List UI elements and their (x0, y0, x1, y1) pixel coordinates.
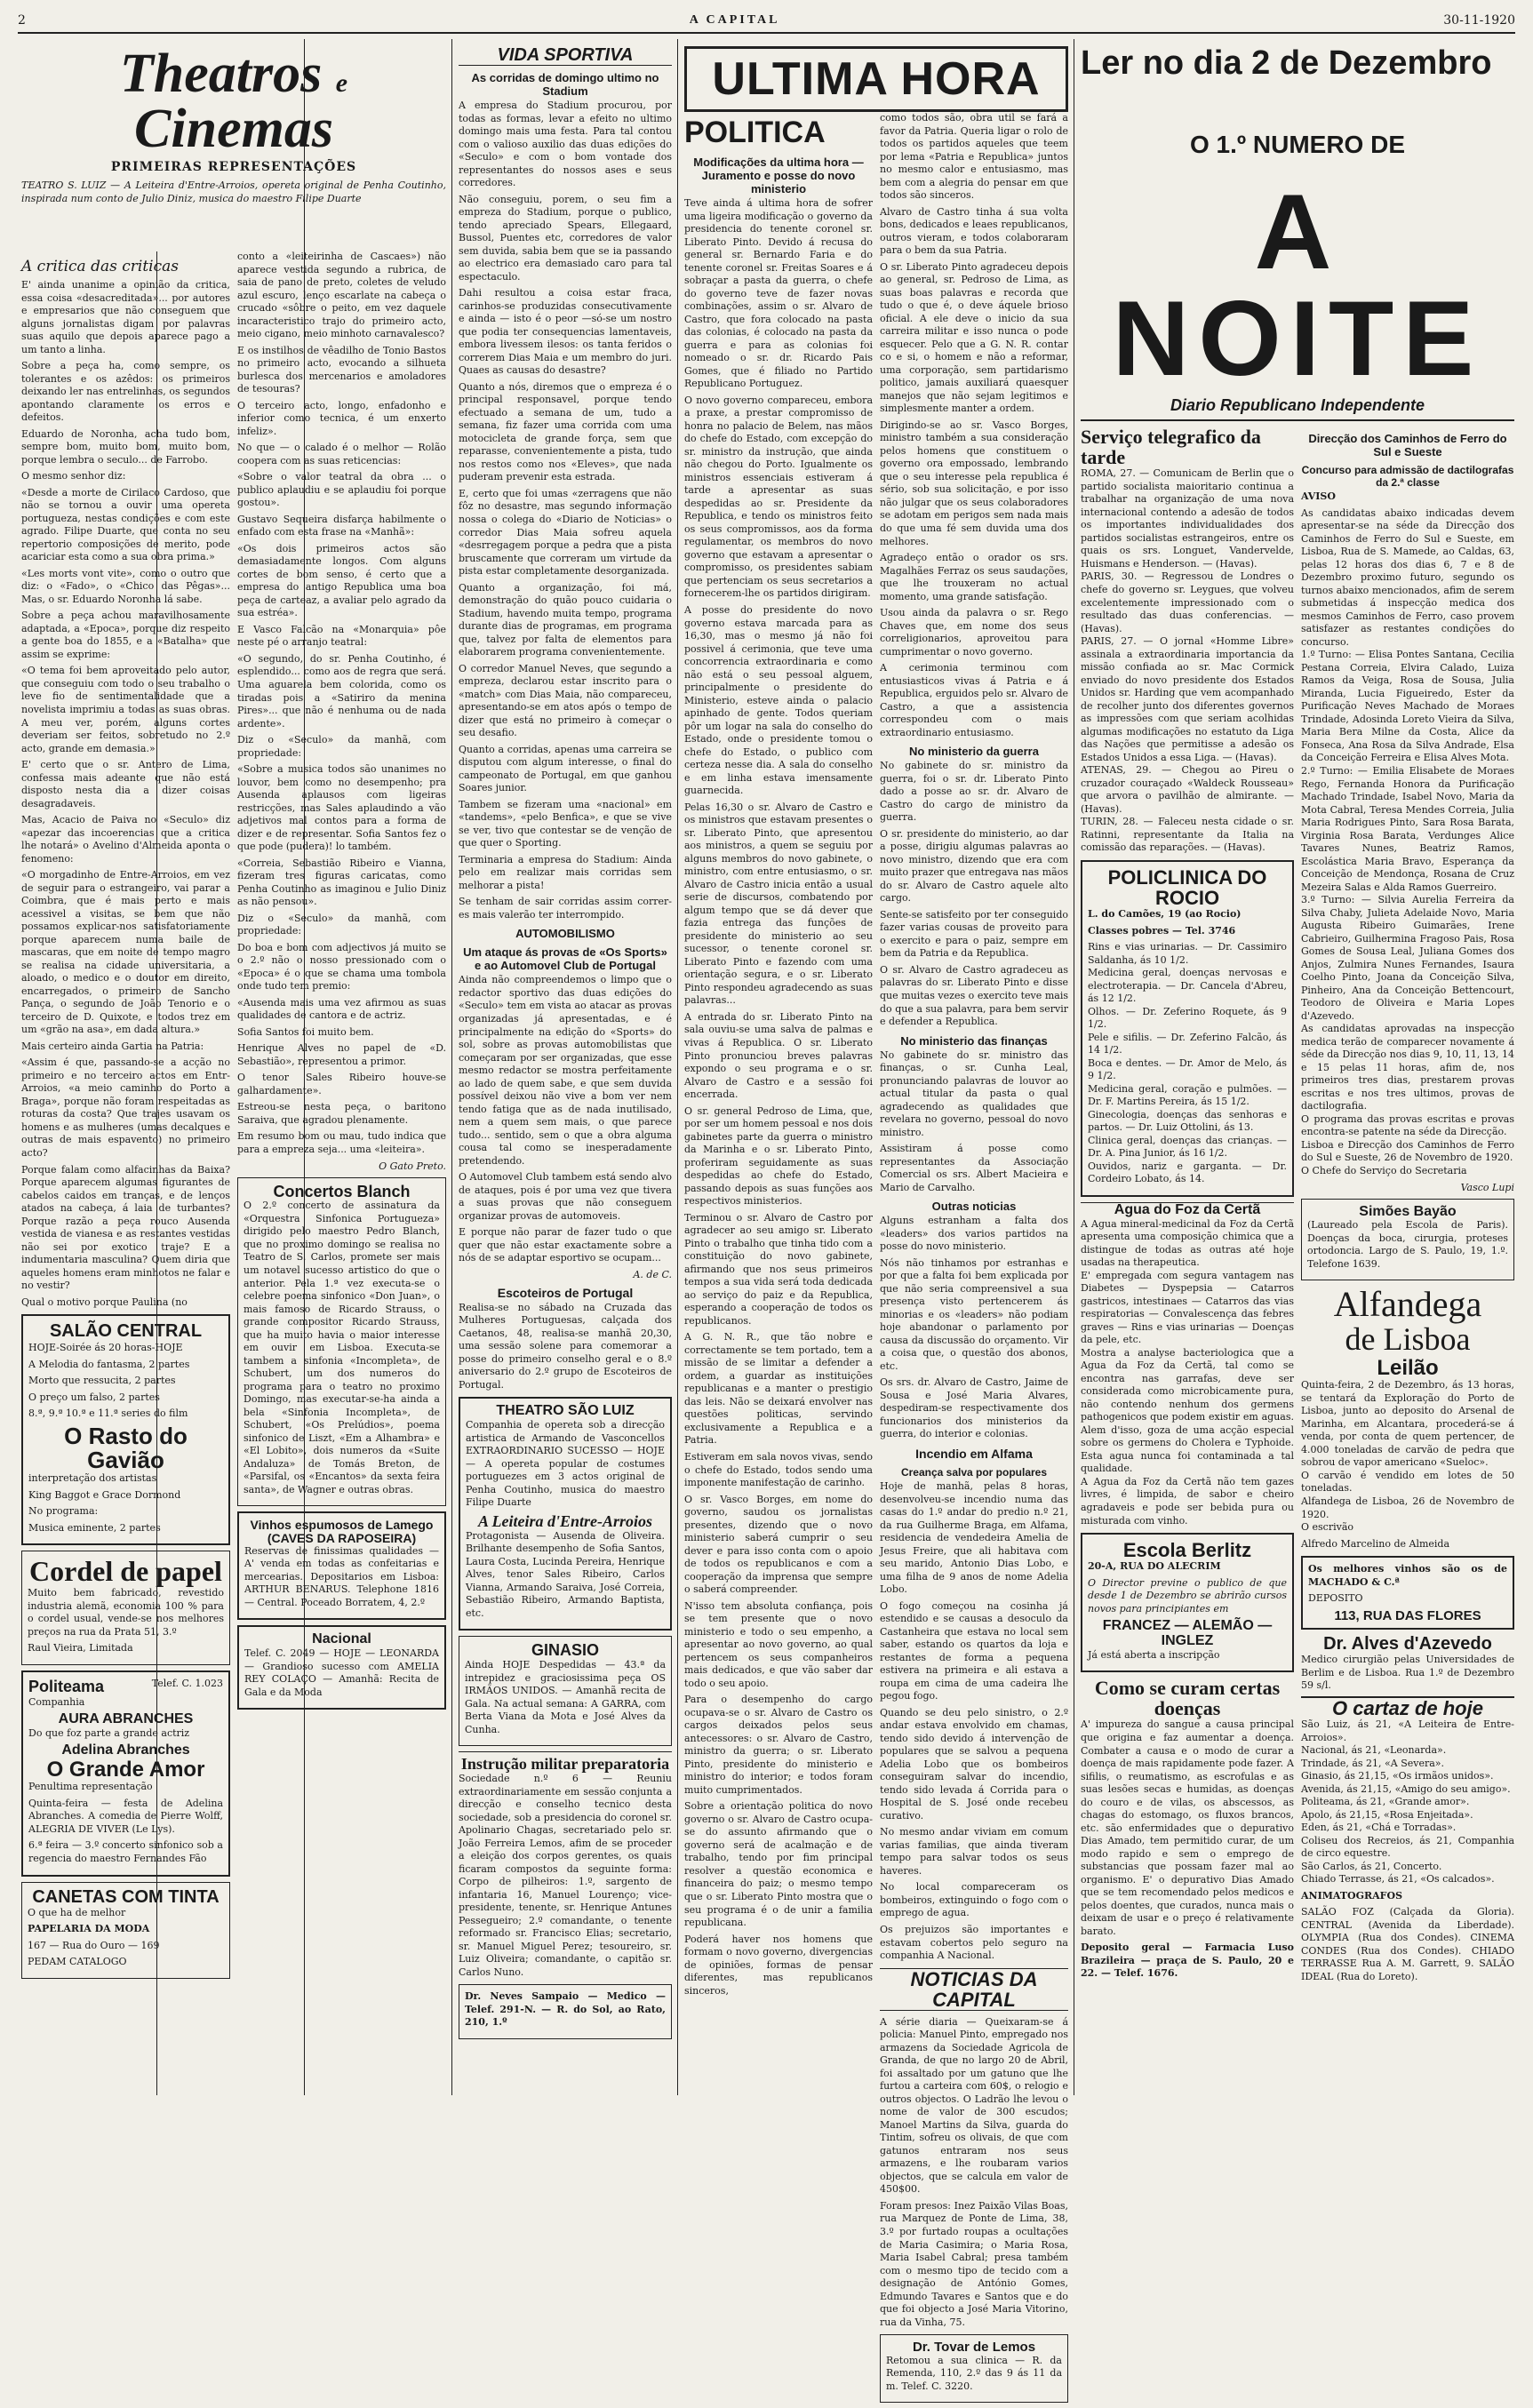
critica-right (237, 251, 446, 1743)
paragraph: Alguns estranham a falta dos «leaders» dos varios partidos na posse do novo ministerio. (880, 1215, 1068, 1253)
paragraph: Diz o «Seculo» da manhã, com propriedade: (237, 912, 446, 937)
paragraph: Quinta-feira, 2 de Dezembro, ás 13 horas, se tentará da Exploração do Porto de Lisboa, junto ao deposito do Arsenal de Marinha, em Alcantara, procederá-se á venda, por conta de quem pertencer, de 4.000 toneladas de carvão de pedra que sobrou de vapor americano «Sueloc». O carvão é vendido em lotes de 50 toneladas. Alfandega de Lisboa, 26 de Novembro de 1920. O escrivão (1301, 1379, 1514, 1534)
paragraph: Gustavo Sequeira disfarça habilmente o enfado com esta frase na «Manhã»: (237, 513, 446, 538)
salao-central-ad (21, 1314, 230, 1545)
article-headline: AUTOMOBILISMO (515, 927, 615, 941)
article-headline: Outras noticias (931, 1200, 1017, 1214)
ad-sign: Raul Vieira, Limitada (28, 1642, 133, 1655)
ad-title: SALÃO CENTRAL (49, 1321, 203, 1342)
paragraph: O Automovel Club tambem está sendo alvo de ataques, pois é por uma vez que tivera a suas provas que não conseguem organizar provas de automoveis. (459, 1171, 672, 1222)
paragraph: O corredor Manuel Neves, que segundo a empreza, declarou estar inscrito para o «match» com Dias Maia, não compareceu, apresentando-se em atos após o tempo de dizer que está no primeiro à começar o seu desafio. (459, 662, 672, 739)
paragraph: como todos são, obra util se fará a favor da Patria. Queria ligar o rolo de todos os partidos aqueles que teem por lema «Patria e Republica» juntos no mesmo calor e entusiasmo, mas bem com a alegria do pensar em que todos são sinceros. (880, 112, 1068, 202)
paragraph: O sr. Vasco Borges, em nome do governo, saudou os jornalistas presentes, dizendo que o novo ministerio saberá cumprir o seu dever e para isso conta com o apoio de todos os republicanos e com a cooperação da imprensa que sempre o saberá compreender. (684, 1493, 873, 1596)
paragraph: Se tenham de sair corridas assim correr-es mais valerão ter interrompido. (459, 896, 672, 921)
paragraph: Os srs. dr. Alvaro de Castro, Jaime de Sousa e José Maria Alvares, despediram-se respectivamente dos funcionarios dos ministerios da guerra, do interior e colonias. (880, 1376, 1068, 1440)
ad-line: DEPOSITO (1308, 1592, 1363, 1605)
agua-heading: Agua do Foz da Certã (1081, 1202, 1294, 1218)
ultima-hora-banner: ULTIMA HORA (684, 46, 1068, 112)
paragraph: ROMA, 27. — Comunicam de Berlin que o partido socialista maioritario continua a trabalhar na organização de uma nova internacional contendo a adesão de todos os importantes individualidades dos partidos socialistas estrangeiros, entre os quais os srs. Longuet, Vandervelde, Huismans e Henderson. — (Havas). PARIS, 30. — Regressou de Londres o chefe do governo sr. Leygues, que volveu excelentemente impressionado com o resultado das duas conferencias. — (Havas). PARIS, 27. — O jornal «Homme Libre» assinala a extraordinaria importancia da missão confiada ao sr. Mac Cormick enviado do novo presidente dos Estados Unidos sr. Harding que vem acompanhado de recolher junto dos diferentes governos as impressões com que seriam acolhidas algumas modificações no estatuto da Liga das Nações que permitisse a adesão os Estados Unidos a essa Liga. — (Havas). ATENAS, 29. — Chegou ao Pireu o cruzador couraçado «Waldeck Rousseau» que arvora o pavilhão de almirante. — (Havas). TURIN, 28. — Faleceu nesta cidade o sr. Ratinni, representante da Italia na comissão das reparações. — (Havas). (1081, 467, 1294, 854)
ad-title: POLICLINICA DO ROCIO (1107, 865, 1267, 909)
paragraph: Para o desempenho do cargo ocupava-se o sr. Alvaro de Castro os cargos deixados pelos seus antecessores: o sr. Alvaro de Castro, ministro da guerra; o sr. Liberato Pinto, presidente do ministerio e ministro do interior; e todos foram muito cumprimentados. (684, 1694, 873, 1796)
ad-body: Protagonista — Ausenda de Oliveira. Brilhante desempenho de Sofia Santos, Laura Costa, Lucinda Pereira, Henrique Alves, tenor Sales Ribeiro, Carlos Vianna, Armando Saraiva, José Correia, Sebastião Ribeiro, Armando Baptista, etc. (466, 1529, 665, 1619)
paragraph: E, certo que foi umas «zerragens que não fôz no desastre, mas segundo informação nossa o colega do «Diario de Noticias» o corredor Dias Maia sofreu aquela «desrregagem porque a pedra que a pista bruscamente que correram um virtude da pista estar completamente desorganizada. (459, 487, 672, 578)
paragraph: A posse do presidente do novo governo estava marcada para as 16,30, mas o mesmo já não foi possivel á cerimonia, que teve uma concorrencia extraordinaria e como não está o seu pessoal alguem, principalmente o presidente do Ministerio, esteve ainda o palacio apinhado de gente. Todos queriam pôr um logar na sala do conselho do Estado, onde o presidente tomou o chefe do Estado, o publico com certeza nesse dia. A sala do conselho e em linha estava imensamente guarnecida. (684, 603, 873, 797)
policlinica-ad (1081, 860, 1294, 1197)
paragraph: No local compareceram os bombeiros, extinguindo o fogo com o emprego de agua. (880, 1881, 1068, 1919)
paragraph: No que — o calado é o melhor — Rolão coopera com as suas reticencias: (237, 442, 446, 466)
paragraph: No gabinete do sr. ministro da guerra, foi o sr. dr. Liberato Pinto dado a posse ao sr. dr. Alvaro de Castro do cargo de ministro da guerra. (880, 760, 1068, 824)
paragraph: Sofia Santos foi muito bem. (237, 1025, 374, 1038)
paragraph: As candidatas abaixo indicadas devem apresentar-se na séde da Direcção dos Caminhos de Ferro do Sul e Sueste, em Lisboa, Rua de S. Mamede, ao Caldas, 63, pelas 12 horas dos dias 6, 7 e 8 de Dezembro proximo futuro, segundo os turnos abaixo mencionados, afim de serem submetidas á inspecção medica dos mesmos Caminhos de Ferro, caso provem satisfazer as restantes condições do concurso. 1.º Turno: — Elisa Pontes Santana, Cecilia Pestana Correia, Elvira Calado, Luiza Ramos da Veiga, Rosa de Sousa, Julia Miranda, Lucia Figueiredo, Ester da Purificação Neves Machado de Moraes Trindade, Adosinda Loreto Vieira da Silva, Maria Bera Milne da Costa, Alice da Fonseca, Ana Rosa da Silva Andrade, Elsa da Conceição Ferreira e Elisa Alves Mota. 2.º Turno: — Emilia Elisabete de Moraes Rego, Fernanda Honora da Purificação Machado Trindade, Isabel Novo, Maria da Mota Cabral, Teresa Mendes Correia, Julia Maria Rodrigues Pinto, Sara Rosa Barata, Virginia Rosa Barata, Verdunges Alice Tavares Nunes, Beatriz Ramos, Escolástica Maria Bravo, Esperança da Conceição de Mendonça, Rosana de Cruz Mezeira Salas e Alda Ramos Guerreiro. 3.º Turno: — Silvia Aurelia Ferreira da Silva Chaby, Julieta Adelaide Novo, Maria Augusta Ribeiro Guimarães, Irene Cabrieiro, Guilhermina Fragoso Pais, Rosa Gomes de Sousa Leal, Juliana Gomes dos Anjos, Zulmira Nunes Fernandes, Isaura Coelho Pinto, Joana da Conceição Silva, Pinheiro, Ana da Conceição Bettencourt, Teodoro de Oliveira e Maria Lopes d'Azevedo. As candidatas aprovadas na inspecção medica terão de comparecer novamente á séde da Direcção nos dias 9, 10, 11, 13, 14 e 15 pelas 11 horas, afim de, nos primeiros tres dias, prestarem provas escritas e nos tres ultimos, provas de dactilografia. O programa das provas escritas e provas encontra-se patente na séde da Direcção. Lisboa e Direcção dos Caminhos de Ferro do Sul e Sueste, 26 de Novembro de 1920. O Chefe do Serviço do Secretaria (1301, 506, 1514, 1176)
ad-title: Politeama (28, 1677, 105, 1695)
cordel-ad (21, 1551, 230, 1664)
right-right (1301, 427, 1514, 1987)
ginasio-ad (459, 1636, 672, 1746)
paragraph: No gabinete do sr. ministro das finanças, o sr. Cunha Leal, pronunciando palavras de louvor ao actual titular da pasta o qual agradecendo as qualidades que revelara no governo, pessoal do novo ministro. (880, 1049, 1068, 1138)
ad-line: 8.ª, 9.ª 10.ª e 11.ª series do film (28, 1407, 188, 1420)
tovar-lemos-ad (880, 2334, 1068, 2403)
ad-line: Classes pobres — Tel. 3746 (1088, 924, 1236, 937)
paragraph: Não conseguiu, porem, o seu fim a empreza do Stadium, porque o publico, tendo apreciado Spears, Ellegaard, Bussol, Puentes etc, corredores de valor sem duvida, sabia bem que se ia passando ao electrico era demasiado caro para tal espectaculo. (459, 193, 672, 283)
paragraph: Mas, Acacio de Paiva no «Seculo» diz «apezar das incoerencias que a critica lhe notará» o Avelino d'Almeida aponta o fenomeno: (21, 814, 230, 865)
article-headline: Direcção dos Caminhos de Ferro do Sul e Sueste (1308, 432, 1507, 459)
ad-languages: FRANCEZ — ALEMÃO — INGLEZ (1102, 1618, 1273, 1648)
paragraph: Usou ainda da palavra o sr. Rego Chaves que, em nome dos seus correligionarios, aproveitou para cumprimentar o novo governo. (880, 607, 1068, 658)
paragraph: Alvaro de Castro tinha á sua volta bons, dedicados e leaes republicanos, outros vieram, e todos colaboraram para o bem da sua Patria. (880, 205, 1068, 257)
animatografos-heading: ANIMATOGRAFOS (1301, 1889, 1403, 1902)
paragraph: «Sobre o valor teatral da obra ... o publico aplaudiu e se aplaudiu foi porque gostou». (237, 471, 446, 509)
paragraph: conto a «leiteirinha de Cascaes») não aparece vestida segundo a rubrica, de saia de pano de preto, coletes de veludo azul escuro, lenço escarlate na cabeça o crucado «sôbre o peito, em vez daquele incaracteristico trajo do primeiro acto, meio cigano, meio minhoto carnavalesco? (237, 251, 446, 340)
paper-name: A CAPITAL (689, 13, 780, 27)
paragraph: E' ainda unanime a opinião da critica, essa coisa «desacreditada»... por autores e empresarios que não conseguem que alguns jornalistas digam por palavras suas aquilo que depois aparece pago a um tanto a linha. (21, 279, 230, 355)
theatros-section (16, 46, 451, 2095)
a-noite-subtitle: Diario Republicano Independente (1081, 397, 1514, 421)
paragraph: Nós não tinhamos por estranhas e por que a falta foi bem explicada por que não seria compreensivel a sua presença visto pertencerem ás minorias e os «leaders» não podiam hoje abandonar o parlamento por causa da discussão do orçamento. Vir a coisa que, o questão dos abonos, etc. (880, 1256, 1068, 1372)
article-headline: Modificações da ultima hora — Juramento e posse do novo ministerio (693, 155, 864, 195)
ad-body: Retomou a sua clinica — R. da Remenda, 110, 2.º das 9 ás 11 da m. Telef. C. 3220. (886, 2354, 1062, 2392)
paragraph: O sr. presidente do ministerio, ao dar a posse, dirigiu algumas palavras ao novo ministro, dizendo que era com muito prazer que entregava nas mãos do sr. Alvaro de Castro aquele alto cargo. (880, 827, 1068, 905)
ad-line: Os melhores vinhos são os de MACHADO & C.ª (1308, 1563, 1507, 1588)
ad-line: Morto que ressucita, 2 partes (28, 1375, 176, 1387)
article-headline: No ministerio das finanças (900, 1033, 1048, 1048)
paragraph: Do boa e bom com adjectivos já muito se o 2.º não o nosso pressionado com o «Epoca» é o que se chama uma tombola onde tudo tem premio: (237, 941, 446, 993)
paragraph: Porque falam como alfacinhas da Baixa? Porque aparecem algumas figurantes de cabelos caidos em tranças, e de lenços atados na cabeça, á laia de turbantes? Porque razão a peça rouco Ausenda vestida de vianesa e as restantes vestidas não sei por exotico traje? E a indumentaria masculina? Quem diria que aqueles homens eram minhotos ne falar e no vestir? (21, 1163, 230, 1292)
ad-body: (Laureado pela Escola de Paris). Doenças da boca, cirurgia, proteses ortodoncia. Largo de S. Paulo, 19, 1.º. Telefone 1639. (1307, 1219, 1508, 1270)
paragraph: A' impureza do sangue a causa principal que origina e faz aumentar a doença. Combater a causa e o modo de curar a doença de mais rapidamente pode fazer. A sifilis, o reumatismo, as escrofulas e as suas lesões secas e humidas, as doenças do couro e de vilas, os abscessos, as chagas do estomago, os fluxos brancos, etc. são enfermidades que o depurativo Dias Amado, tem permitido curar, de um modo rapido e sem o emprego de substancias que possam fazer mal ao organismo. E' o depurativo Dias Amado que se tem recomendado pelos medicos e pelos doentes, que curados, nunca mais o deixam de usar e o preço é relativamente barato. (1081, 1718, 1294, 1937)
paragraph: Ainda não compreendemos o limpo que o redactor sportivo das duas edições do «Seculo» tem em vista ao atacar as provas organizadas já apresentadas, e é principalmente na edição do «Sports» do sol, sobre as provas automobilistas que começaram por ser organizadas, que esse mesmo redactor se mostra perfeitamente ao lado de quem sabe, e que sem duvida possível deixou não vive a bom ver nem tendo fatiga que as de nada inutilisado, nem a quem sem mais, o que parece tudo... sentido, sem o que a obra alguma cousa tal como se inesperadamente pretendendo. (459, 974, 672, 1167)
paragraph: Terminou o sr. Alvaro de Castro por agradecer ao seu amigo sr. Liberato Pinto o trabalho que tinha tido com a constituição do novo gabinete, afirmando que nos seus primeiros tempos a sua vida será toda dedicada ao serviço do paiz e da Republica, esperando a cooperação de todos os republicanos. (684, 1211, 873, 1327)
paragraph: E os instilhos de vêadilho de Tonio Bastos no primeiro acto, evocando a silhueta burlesca dos mercenarios e amoladores de tesouras? (237, 344, 446, 395)
right-columns (1081, 427, 1514, 1987)
ad-title: CANETAS COM TINTA (32, 1886, 220, 1907)
signature: Vasco Lupi (1460, 1181, 1514, 1193)
issue-date: 30-11-1920 (1443, 13, 1515, 28)
paragraph: O tenor Sales Ribeiro houve-se galhardamente». (237, 1072, 446, 1096)
article-headline: As corridas de domingo ultimo no Stadium (471, 71, 659, 98)
paragraph: A Agua mineral-medicinal da Foz da Certã apresenta uma composição chimica que a distingue de todas as outras até hoje usadas na therapeutica. E' empregada com segura vantagem nas Diabetes — Dyspepsia — Catarros gastricos, intestinaes — Catarros das vias respiratorias — Convalescença das febres graves — Rins e vias urinarias — Doenças da pele, etc. Mostra a analyse bacteriologica que a Agua da Foz da Certã, tal como se encontra nas garrafas, deve ser considerada como microbicamente pura, não contendo nenhum dos germens pathogenicos que podem existir em aguas. Alem d'isso, goza de uma acção especial sobre os germens do Cholera e Typhoide. Esta agua nunca foi contaminada a tal qualidade. A Agua da Foz da Certã não tem gazes livres, é limpida, de sabor e cheiro agradaveis e pode ser bebida pura ou misturada com vinho. (1081, 1217, 1294, 1527)
paragraph: E porque não parar de fazer tudo o que quer que não estar exactamente sobre a nós de se adaptar esportivo se ocupam... (459, 1226, 672, 1264)
subheading: A critica das criticas (21, 258, 179, 275)
ad-play: A Leiteira d'Entre-Arroios (477, 1511, 653, 1530)
paragraph: No mesmo andar viviam em comum varias familias, que ainda tiveram tempo para salvar todos os seus haveres. (880, 1826, 1068, 1877)
a-noite-title: A NOITE (1112, 172, 1483, 399)
paragraph: Sobre a peça achou maravilhosamente adaptada, a «Epoca», porque diz respeito a gente boa do 1855, e a «Batalha» que assim se exprime: (21, 610, 230, 660)
article-subheadline: Concurso para admissão de dactilografas da 2.ª classe (1301, 464, 1514, 490)
signature: A. de C. (633, 1268, 672, 1280)
vida-sportiva-column (453, 46, 677, 2095)
cartaz-heading: O cartaz de hoje (1301, 1696, 1514, 1718)
paragraph: O fogo começou na cosinha já estendido e se causas a desoculo da Castanheira que estava no local sem saber, estando os quartos da loja e restantes de forma a pequena estivera na primeira e ali estava a roupa em cima de uma cadeira lhe pegou fogo. (880, 1599, 1068, 1702)
paragraph: Agradeço então o orador os srs. Magalhães Ferraz os seus saudações, que lhe trouxeram no actual momento, uma grande satisfação. (880, 552, 1068, 602)
vida-sportiva-title: VIDA SPORTIVA (459, 46, 672, 66)
page-number: 2 (18, 13, 26, 28)
paragraph: N'isso tem absoluta confiança, pois se tem presente que o novo ministerio e todo o seu empenho, a apresentar ao novo governo, ao qual pertencem os seus companheiros mais dedicados, e que vão saber dar todo o seu apoio. (684, 1599, 873, 1689)
ad-line: 167 — Rua do Ouro — 169 (28, 1939, 160, 1951)
paragraph: E Vasco Falcão na «Monarquia» pôe neste pé o arranjo teatral: (237, 623, 446, 649)
paragraph: Quando se deu pelo sinistro, o 2.º andar estava envolvido em chamas, tendo sido devido á intervenção de populares que se salvou a pequena Adelia Lobo que os bombeiros conseguiram salvar do incendio, tendo sido levada á Corrida para o Hospital de S. José onde recebeu curativo. (880, 1706, 1068, 1822)
ad-line: O preço um falso, 2 partes (28, 1391, 160, 1403)
theatro-sao-luiz-ad (459, 1397, 672, 1631)
servico-heading: Serviço telegrafico da tarde (1081, 426, 1261, 469)
ad-line: HOJE-Soirée ás 20 horas-HOJE (28, 1342, 183, 1354)
paragraph: Hoje de manhã, pelas 8 horas, desenvolveu-se incendio numa das casas do 1.º andar do predio n.º 21, da rua Guilherme Braga, em Alfama, residencia de vendedeira Amelia de Jesus Freire, que ali habitava com seu marido, Antonio Dias Lobo, e uma filha de 9 anos de nome Adelia Lobo. (880, 1479, 1068, 1596)
paragraph: São Luiz, ás 21, «A Leiteira de Entre-Arroios». Nacional, ás 21, «Leonarda». Trindade, ás 21, «A Severa». Ginasio, ás 21,15, «Os irmãos unidos». Avenida, ás 21,15, «Amigo do seu amigo». Politeama, ás 21, «Grande amor». Apolo, ás 21,15, «Rosa Enjeitada». Eden, ás 21, «Chá e Torradas». Coliseu dos Recreios, ás 21, Companhia de circo equestre. São Carlos, ás 21, Concerto. Chiado Terrasse, ás 21, «Os calcados». (1301, 1718, 1514, 1886)
critica-left (21, 251, 230, 1968)
ultima-left (684, 112, 873, 2408)
politica-heading: POLITICA (684, 116, 826, 149)
ad-title: Cordel de papel (29, 1555, 222, 1588)
paragraph: Dahi resultou a coisa estar fraca, carinhos-se produzidas consecutivamente e ainda — isto é o peor —só-se um nostro que podia ter consequencias lamentaveis, embora livessem ilesos: os tanta feridos o correrem Dias Maia e um membro do juri. Quaes as causas do desastre? (459, 287, 672, 377)
masthead (18, 9, 1515, 34)
paragraph: O sr. general Pedroso de Lima, que, por ser um homem pessoal e nos dois gabinetes parte da guerra o ministro da Marinha e o sr. Liberato Pinto, proferiram seguidamente as suas despedidas ao chefe do Estado, passando depois as suas funções aos respectivos ministerios. (684, 1104, 873, 1208)
paragraph: A empresa do Stadium procurou, por todas as formas, levar a efeito no ultimo domingo mais uma festa. Para tal contou com o valioso auxilio das duas edições do «Seculo» e com o bom vontade dos representantes do nossos ases e seus corredores. (459, 100, 672, 189)
right-left (1081, 427, 1294, 1987)
ultima-right (880, 112, 1068, 2408)
ad-body: O 2.º concerto de assinatura da «Orquestra Sinfonica Portugueza» dirigido pelo maestro Pedro Blanch, que no proximo domingo se realisa no Teatro de S. Carlos, promete ser mais um notavel sucesso artistico do que o anterior. Pela 1.ª vez executa-se o celebre poema sinfonico «Don Juan», o mais famoso de Ricardo Strauss, o grande compositor Ricardo Strauss, que ha muito havia o maior interesse em ouvir em Lisboa. Executa-se tambem a sinfonia «Incompleta», de Schubert, um dos numeros do programa para o teatro no proximo Domingo, mas executar-se-ha ainda a bela «Sinfonia Incompleta», de Schubert, «Os Prelúdios», poema sinfonico de Liszt, «Em a Alhambra» e «El Lobito», dois numeros da «Suite Andaluza» de Tomás Breton, de «Parsifal, os «Encantos» da sexta feira santa», de Wagner e outras obras. (244, 1200, 440, 1495)
ad-line: Companhia (28, 1695, 85, 1708)
paragraph: «Desde a morte de Cirilaco Cardoso, que não se tornou a ouvir uma opereta portugueza, nestas condições e com este agrado. Filipe Duarte, que conta no seu repertorio composições de merito, pode acariciar esta como a sua obra prima.» (21, 486, 230, 563)
ad-title: THEATRO SÃO LUIZ (496, 1403, 635, 1419)
leilao-heading: Leilão (1377, 1356, 1439, 1381)
ad-line: PEDAM CATALOGO (28, 1956, 127, 1968)
article-headline: Instrução militar preparatoria (459, 1751, 672, 1773)
numero-banner: O 1.º NUMERO DE (1189, 130, 1406, 158)
theatros-title (21, 44, 446, 204)
paragraph: Deposito geral — Farmacia Luso Brazileira — praça de S. Paulo, 20 e 22. — Telef. 1676. (1081, 1942, 1294, 1980)
ad-line: Quinta-feira — festa de Adelina Abranches. A comedia de Pierre Wolff, ALEGRIA DE VIVER (Le Lys). (28, 1797, 223, 1835)
paragraph: Qual o motivo porque Paulina (no (21, 1296, 188, 1308)
politeama-ad (21, 1670, 230, 1877)
ad-title: Concertos Blanch (273, 1182, 411, 1200)
nacional-ad (237, 1625, 446, 1710)
ad-body: Companhia de opereta sob a direcção artistica de Armando de Vasconcellos EXTRAORDINARIO SUCESSO — HOJE — A opereta popular de costumes portuguezes em 3 actos original de Penha Coutinho, musica do maestro Filipe Duarte (466, 1419, 665, 1509)
paragraph: A cerimonia terminou com entusiasticos vivas á Patria e á Republica, erguidos pelo sr. Alvaro de Castro, a que a assistencia correspondeu com o mais extraordinario entusiasmo. (880, 662, 1068, 738)
paragraph: Em resumo bom ou mau, tudo indica que para a empreza seja... uma «leiteira». (237, 1130, 446, 1155)
section-kicker: PRIMEIRAS REPRESENTAÇÕES (110, 160, 357, 174)
paragraph: «O tema foi bem aproveitado pelo autor, que conseguiu com todo o seu trabalho o leve fio de sentimentalidade que a novelista imprimiu a todas as suas obras. A meu ver, porém, alguns cortes deveriam ser feitos, sobretudo no 2.º acto, grande em demasia.» (21, 665, 230, 754)
machado-ad (1301, 1556, 1514, 1630)
paragraph: O sr. Liberato Pinto agradeceu depois ao general, sr. Pedroso de Lima, as suas boas palavras e recorda que tudo o que é, o deve áquele brioso oficial. A ele deve o inicio da sua carreira militar e isso nunca o pode esquecer. Pelo que a G. N. R. contar co e si, o homem e não a reformar, uma corporação, sem partidarismo politico, jamais auxiliará quaesquer manejos que não sejam legitimos e simplesmente manter a ordem. (880, 260, 1068, 415)
ultima-hora-section (679, 46, 1074, 2392)
column-rule (677, 39, 678, 2095)
ad-line: Musica eminente, 2 partes (28, 1521, 161, 1534)
ad-line: Já está aberta a inscripção (1088, 1648, 1220, 1661)
berlitz-ad (1081, 1533, 1294, 1672)
ad-line: PAPELARIA DA MODA (28, 1923, 150, 1935)
article-subheadline: Creança salva por populares (900, 1465, 1048, 1479)
column-rule (451, 39, 452, 2095)
paragraph: «Correia, Sebastião Ribeiro e Vianna, fizeram tres figuras caricatas, como Penha Coutinho as imaginou e Julio Diniz as não pensou». (237, 857, 446, 908)
paragraph: Tambem se fizeram uma «nacional» em «tandems», «pelo Benfica», e que se vive se ver, tivo que contestar se de venção de que quer o Sporting. (459, 798, 672, 849)
title-theatros: Theatros (119, 44, 323, 104)
ad-title: Simões Bayão (1359, 1203, 1457, 1219)
paragraph: Dirigindo-se ao sr. Vasco Borges, ministro também a sua consideração pelos homens que constituem o governo ora empossado, lembrando que o seu interesse pela republica é sério, sob sua solicitação, e por isso não julgar que os seus colaboradores se adotam em perigos sem nada mais do que uma fé sem duvida uma dos melhores. (880, 419, 1068, 547)
paragraph: O sr. Alvaro de Castro agradeceu as palavras do sr. Liberato Pinto e disse que muitas vezes o exercito teve mais do que a sua palavra, para bem servir e defender a Republica. (880, 963, 1068, 1028)
ler-banner: Ler no dia 2 de Dezembro (1081, 44, 1492, 82)
ad-title: Nacional (312, 1631, 371, 1647)
paragraph: Sobre a peça ha, como sempre, os tolerantes e os azêdos: os primeiros deixando ler nas entrelinhas, os segundos apontando claramente os erros e defeitos. (21, 360, 230, 424)
article-headline: Um ataque ás provas de «Os Sports» e ao Automovel Club de Portugal (463, 945, 667, 973)
signature: O Gato Preto. (379, 1160, 446, 1172)
paragraph: Quanto a corridas, apenas uma carreira se disputou com algum interesse, o final do campeonato de Portugal, em que ganhou Soares junior. (459, 743, 672, 794)
paragraph: Pelas 16,30 o sr. Alvaro de Castro e os ministros que estavam presentes o sr. Liberato Pinto, que apresentou aos ministros, a quem se seguiu por alguns membros do novo gabinete, o ministro, com entre entusiasmo, o sr. Alvaro de Castro inicia então a usual serie de discursos, combatendo por algum tempo que se dá dever que fazia entrega das funções de presidente do ministerio ao seu sucessor, o tenente coronel sr. Liberato Pinto e fazendo com uma orientação segura, e o sr. Liberato Pinto respondeu agradecendo as suas palavras... (684, 801, 873, 1007)
ad-line: interpretação dos artistas (28, 1472, 157, 1485)
paragraph: Foram presos: Inez Paixão Vilas Boas, rua Marquez de Ponte de Lima, 38, 3.º por furtado roupas a ocultações de Maria Casimira; o Maria Rosa, Maria Isabel Cabral; presa também com o mesmo tipo de tecido com a designação de António Gomes, Edmundo Tavares e Santos que e do que foi objecto a José Maria Vitorino, rua da Vinha, 75. (880, 2199, 1068, 2328)
paragraph: E' certo que o sr. Antero de Lima, confessa mais adeante que não está disposto nesta dia a dizer coisas desagradaveis. (21, 759, 230, 809)
paragraph: A série diaria — Queixaram-se á policia: Manuel Pinto, empregado nos armazens da Sociedade Agricola de Granda, de que no largo 20 de Abril, foi assaltado por um gatuno que lhe furtou a carteira com 60$, o relogio e outros objectos. O Ladrão lhe levou o nome de valor de 300 escudos; Manoel Martins da Silva, guarda do Tintim, sofreu os olivais, de que com gatunos entraram nos seus armazens, e lhe roubaram varios objectos, que se calcula em valor de 450$00. (880, 2015, 1068, 2196)
curam-heading: Como se curam certas doenças (1094, 1677, 1281, 1720)
paragraph: «O morgadinho de Entre-Arroios, em vez de seguir para o estrangeiro, vai parar a Coimbra, que é mais perto e mais acessivel a visitas, se bem que não possamos explicar-nos satisfatoriamente porque aparecem numa baile de mascaras, que em noite de tempo magro se realisa na cidade universitaria, a aloado, o medico e o doutor em direito, encarregados, o primeiro de Sancho Pança, o segundo de João Tenorio e o terceiro de D. Quixote, e todos trez em um «grão na asa», em dada altura.» (21, 869, 230, 1036)
ad-title: Dr. Tovar de Lemos (912, 2340, 1036, 2356)
paragraph: «Les morts vont vite», como o outro que diz: o «Fado», o «Chico das Pêgas»... Mas, o sr. Eduardo Noronha lá sabe. (21, 567, 230, 605)
ad-line: 113, RUA DAS FLORES (1334, 1607, 1481, 1623)
title-e: e (335, 68, 348, 98)
paragraph: O novo governo compareceu, embora a praxe, a prestar compromisso de honra no palacio de Belem, nas mãos do chefe do Estado, com excepção do sr. ministro da instrução, que ainda não chegou do Porto. Igualmente os ministros essenciais estiveram á tarde a apresentar as suas despedidas ao sr. Presidente da Republica, e tendo os ministros feito os seus compromissos, aos da forma regulamentar, os membros do novo governo que estavam a apresentar o compromisso, os presidentes sabiam que pertenciam os seus secretarios a fornecerem-lhe os partidos dirigiram. (684, 394, 873, 600)
paragraph: Os prejuizos são importantes e estavam cobertos pelo seguro na companhia A Nacional. (880, 1924, 1068, 1962)
ad-line: O que ha de melhor (28, 1906, 126, 1918)
ad-body: Reservas de finissimas qualidades — A' venda em todas as confeitarias e mercearias. Depositarios em Lisboa: ARTHUR BENARUS. Telephone 1816 — Central. Poceado Borratem, 4, 2.º (244, 1544, 439, 1608)
ad-line: L. do Camões, 19 (ao Rocio) (1088, 908, 1242, 921)
paragraph: Henrique Alves no papel de «D. Sebastião», representou a primor. (237, 1042, 446, 1067)
vinhos-ad (237, 1511, 446, 1620)
paragraph: A G. N. R., que tão nobre e correctamente se tem portado, tem a missão de se limitar a defender a ordem, a guardar as instituições republicanas e a manter o prestigio das leis. Não se deixará envolver nas questões politicas, servindo exclusivamente a Republica e a Patria. (684, 1331, 873, 1447)
ad-body: Rins e vias urinarias. — Dr. Cassimiro Saldanha, ás 10 1/2. Medicina geral, doenças nervosas e electroterapia. — Dr. Cancela d'Abreu, ás 12 1/2. Olhos. — Dr. Zeferino Roquete, ás 9 1/2. Pele e sifilis. — Dr. Zeferino Falcão, ás 14 1/2. Boca e dentes. — Dr. Amor de Melo, ás 9 1/2. Medicina geral, coração e pulmões. — Dr. F. Martins Pereira, ás 15 1/2. Ginecologia, doenças das senhoras e partos. — Dr. Luiz Ottolini, ás 13. Clinica geral, doenças das crianças. — Dr. A. Pina Junior, ás 16 1/2. Ouvidos, nariz e garganta. — Dr. Cordeiro Lobato, ás 14. (1088, 941, 1287, 1185)
paragraph: O mesmo senhor diz: (21, 470, 126, 482)
alfandega-heading: Alfandega (1333, 1284, 1482, 1325)
paragraph: «Sobre a musica todos são unanimes no louvor, bem como no desempenho; pra Ausenda aplausos com ligeiras restricções, mas Sales aplaudindo a vão adjetivos mal contos para a forma de dizer e de representar. Sofia Santos fez o que pode (pudera)! lo também. (237, 763, 446, 853)
neves-sampaio-ad (459, 1984, 672, 2039)
paragraph: «Os dois primeiros actos são demasiadamente longos. Com alguns cortes de bom senso, é certo que a empresa do antigo Republica uma boa peça de carteaz, a avaliar pelo agrado da sua estréa». (237, 542, 446, 619)
title-cinemas: Cinemas (134, 99, 333, 159)
ad-body: Muito bem fabricado, revestido industria alemã, economia 100 % para o cordel usual, vende-se nos melhores preços na rua da Prata 51, 3.º (28, 1587, 224, 1638)
ad-film: O Rasto do Gavião (64, 1422, 188, 1474)
right-section (1075, 46, 1520, 2095)
paragraph: Eduardo de Noronha, acha tudo bom, sempre bom, muito bom, muito bom, porque lembra o seculo... de Farrobo. (21, 427, 230, 466)
concertos-ad (237, 1177, 446, 1507)
lead-paragraph: TEATRO S. LUIZ — A Leiteira d'Entre-Arroios, opereta original de Penha Coutinho, inspirada num conto de Julio Diniz, musica do maestro Filipe Duarte (21, 179, 446, 204)
ad-line: Adelina Abranches (61, 1742, 190, 1758)
ad-title: GINASIO (531, 1641, 599, 1660)
noticias-heading: NOTICIAS DA CAPITAL (880, 1968, 1068, 2011)
ad-line: A Melodia do fantasma, 2 partes (28, 1358, 190, 1370)
canetas-ad (21, 1882, 230, 1979)
ad-line: No programa: (28, 1505, 99, 1518)
paragraph: Sociedade n.º 6 — Reuniu extraordinariamente em sessão conjunta a direcção e conselho tecnico desta sociedade, sob a presidencia do coronel sr. Apolinario Chagas, secretariado pelo sr. João Ferreira Lemos, afim de se proceder a eleição dos corpos gerentes, os quais ficaram compostos da seguinte forma: Corpo de pilheiros: 1.º, sargento de infantaria 16, Manuel Lourenço; vice-presidente, tenente, sr. Henrique Antunes Pessegueiro; 2.º comandante, o tenente reformado sr. Francisco Elias; secretario, sr. Manuel Miguel Perez; tesoureiro, sr. Luiz Oliveira; comandante, o capitão sr. Carlos Nuno. (459, 1773, 672, 1978)
ad-play: O Grande Amor (46, 1758, 205, 1782)
ad-line: Penultima representação (28, 1781, 153, 1793)
paragraph: Estreou-se nesta peça, o baritono Saraiva, que agradou plenamente. (237, 1101, 446, 1126)
paragraph: O terceiro acto, longo, enfadonho e inferior como tecnica, é um enxerto infeliz». (237, 399, 446, 437)
paragraph: Medico cirurgião pelas Universidades de Berlim e de Lisboa. Rua 1.º de Dezembro 59 s/l. (1301, 1654, 1514, 1692)
ad-line: Do que foz parte a grande actriz (28, 1726, 190, 1739)
article-headline: No ministerio da guerra (909, 745, 1039, 759)
paragraph: «Ausenda mais uma vez afirmou as suas qualidades de cantora e de actriz. (237, 996, 446, 1022)
paragraph: Diz o «Seculo» da manhã, com propriedade: (237, 734, 446, 759)
paragraph: Poderá haver nos homens que formam o novo governo, divergencias de opiniões, formas de pensar diferentes, mas republicanos sinceros, (684, 1933, 873, 1997)
paragraph: Quanto a nós, diremos que o empreza é o principal responsavel, porque tendo efectuado a semana de um, tudo a semana, fiz fazer uma corrida com uma motocicleta de grande força, sem que reparasse, convenientemente a pista, tudo nos restos como nos «Eleves», que nada puderam prevenir esta estrada. (459, 380, 672, 483)
ad-body: Ainda HOJE Despedidas — 43.ª da intrepidez e graciosissima peça OS IRMÃOS UNIDOS. — Amanhã recita de Gala. Na actual semana: A GARRA, com Berta Viana da Mota e José Alves da Cunha. (465, 1659, 666, 1735)
alves-heading: Dr. Alves d'Azevedo (1323, 1634, 1492, 1655)
signature: Alfredo Marcelino de Almeida (1301, 1537, 1450, 1550)
ad-body: Telef. C. 2049 — HOJE — LEONARDA — Grandioso sucesso com AMELIA REY COLAÇO — Amanhã: Recita de Gala e da Moda (244, 1647, 439, 1698)
paragraph: «O segundo, do sr. Penha Coutinho, é esplendido... como aos de regra que será. Uma aguarela bem colorida, como os tiradas pois a «Satiriro da menina Pires»... que não é nenhuma ou de nada ardente». (237, 652, 446, 730)
ad-title: Escola Berlitz (1122, 1539, 1252, 1562)
paragraph: Teve ainda á ultima hora de sofrer uma ligeira modificação o governo da presidencia do tenente coronel sr. Liberato Pinto. Devido á recusa do general sr. Bernardo Faria e do tenente coronel sr. Freitas Soares e á sobraçar a pasta da guerra, o chefe do governo teve de fazer novas combinações, assim o sr. Alvaro de Castro, que fora colocado na pasta das colonias, é colocado na pasta da guerra e para as colonias foi nomeado o sr. dr. Ricardo Pais Gomes, que é filiado no Partido Republicano Portuguez. (684, 197, 873, 390)
article-headline: Escoteiros de Portugal (497, 1285, 634, 1300)
paragraph: A entrada do sr. Liberato Pinto na sala ouviu-se uma salva de palmas e vivas á Republica. O sr. Liberato Pinto pronunciou breves palavras expondo o seu programa e o sr. Alvaro de Castro e a sessão foi encerrada. (684, 1010, 873, 1101)
ad-tel: Telef. C. 1.023 (151, 1677, 223, 1689)
article-headline: Incendio em Alfama (915, 1446, 1033, 1461)
paragraph: Mais certeiro ainda Gartia na Patria: (21, 1040, 204, 1052)
simoes-bayao-ad (1301, 1199, 1514, 1281)
ultima-hora-columns (684, 112, 1068, 2408)
ad-body: Dr. Neves Sampaio — Medico — Telef. 291-N. — R. do Sol, ao Rato, 210, 1.º (465, 1990, 666, 2029)
paragraph: «Assim é que, passando-se a acção no primeiro e no terceiro actos em Entr-Arroios, «a meio caminho do Porto a Braga», porque não foram respeitadas as roturas da costa? Que trajes usavam os homens e as mulheres (umas decalques e outras de mais espavento) no primeiro acto? (21, 1056, 230, 1159)
paragraph: Quanto a organização, foi má, demonstração do quão pouco cuidaria o Stadium, havendo muita tempo, programa durante dias de programas, em programa que, talvez por falta de elementos para elaborarem programa convenientemente. (459, 581, 672, 658)
ad-line: 6.ª feira — 3.º concerto sinfonico sob a regencia do maestro Fernandes Fão (28, 1839, 223, 1864)
paragraph: Sobre a orientação politica do novo governo o sr. Alvaro de Castro ocupa-se do assunto afirmando que o governo será de acalmação e de trabalho, tendo por fim principal resolver a questão economica e financeira do paiz; o mesmo tempo que o sr. Liberato Pinto mostra que o seu programa é o de unir a familia republicana. (684, 1800, 873, 1929)
ad-line: 20-A, RUA DO ALECRIM (1088, 1560, 1221, 1573)
paragraph: Estiveram em sala novos vivas, sendo o chefe do Estado, todos sendo uma imponente manifestação de carinho. (684, 1450, 873, 1489)
paragraph: SALÃO FOZ (Calçada da Gloria). CENTRAL (Avenida da Liberdade). OLYMPIA (Rua dos Condes). CINEMA CONDES (Rua dos Condes). CHIADO TERRASSE Rua A. M. Garrett, 9. SALÃO IDEAL (Rua do Loreto). (1301, 1906, 1514, 1982)
ad-body: O Director previne o publico de que desde 1 de Dezembro se abrirão cursos novos para principiantes em (1088, 1576, 1287, 1615)
critica-columns (21, 251, 446, 1968)
paragraph: Realisa-se no sábado na Cruzada das Mulheres Portuguesas, calçada dos Caetanos, 48, realisa-se manhã 20,30, uma sessão solene para comemorar a posse do primeiro conselho geral e o 8.º aniversario do 2.º grupo de Escoteiros de Portugal. (459, 1301, 672, 1391)
alfandega-heading: de Lisboa (1345, 1321, 1471, 1358)
ad-line: King Baggot e Grace Dormond (28, 1488, 181, 1501)
ad-title: Vinhos espumosos de Lamego (CAVES DA RAPOSEIRA) (250, 1518, 434, 1545)
paragraph: Assistiram á posse como representantes da Associação Comercial os srs. Albert Macieira e Mario de Carvalho. (880, 1143, 1068, 1193)
aviso-label: AVISO (1301, 490, 1336, 503)
ad-line: AURA ABRANCHES (58, 1711, 194, 1727)
paragraph: Terminaria a empresa do Stadium: Ainda pelo em realizar mais corridas sem melhorar a pista! (459, 853, 672, 891)
paragraph: Sente-se satisfeito por ter conseguido fazer varias cousas de proveito para o exercito e para o paiz, sempre em bem da Patria e da Republica. (880, 908, 1068, 960)
